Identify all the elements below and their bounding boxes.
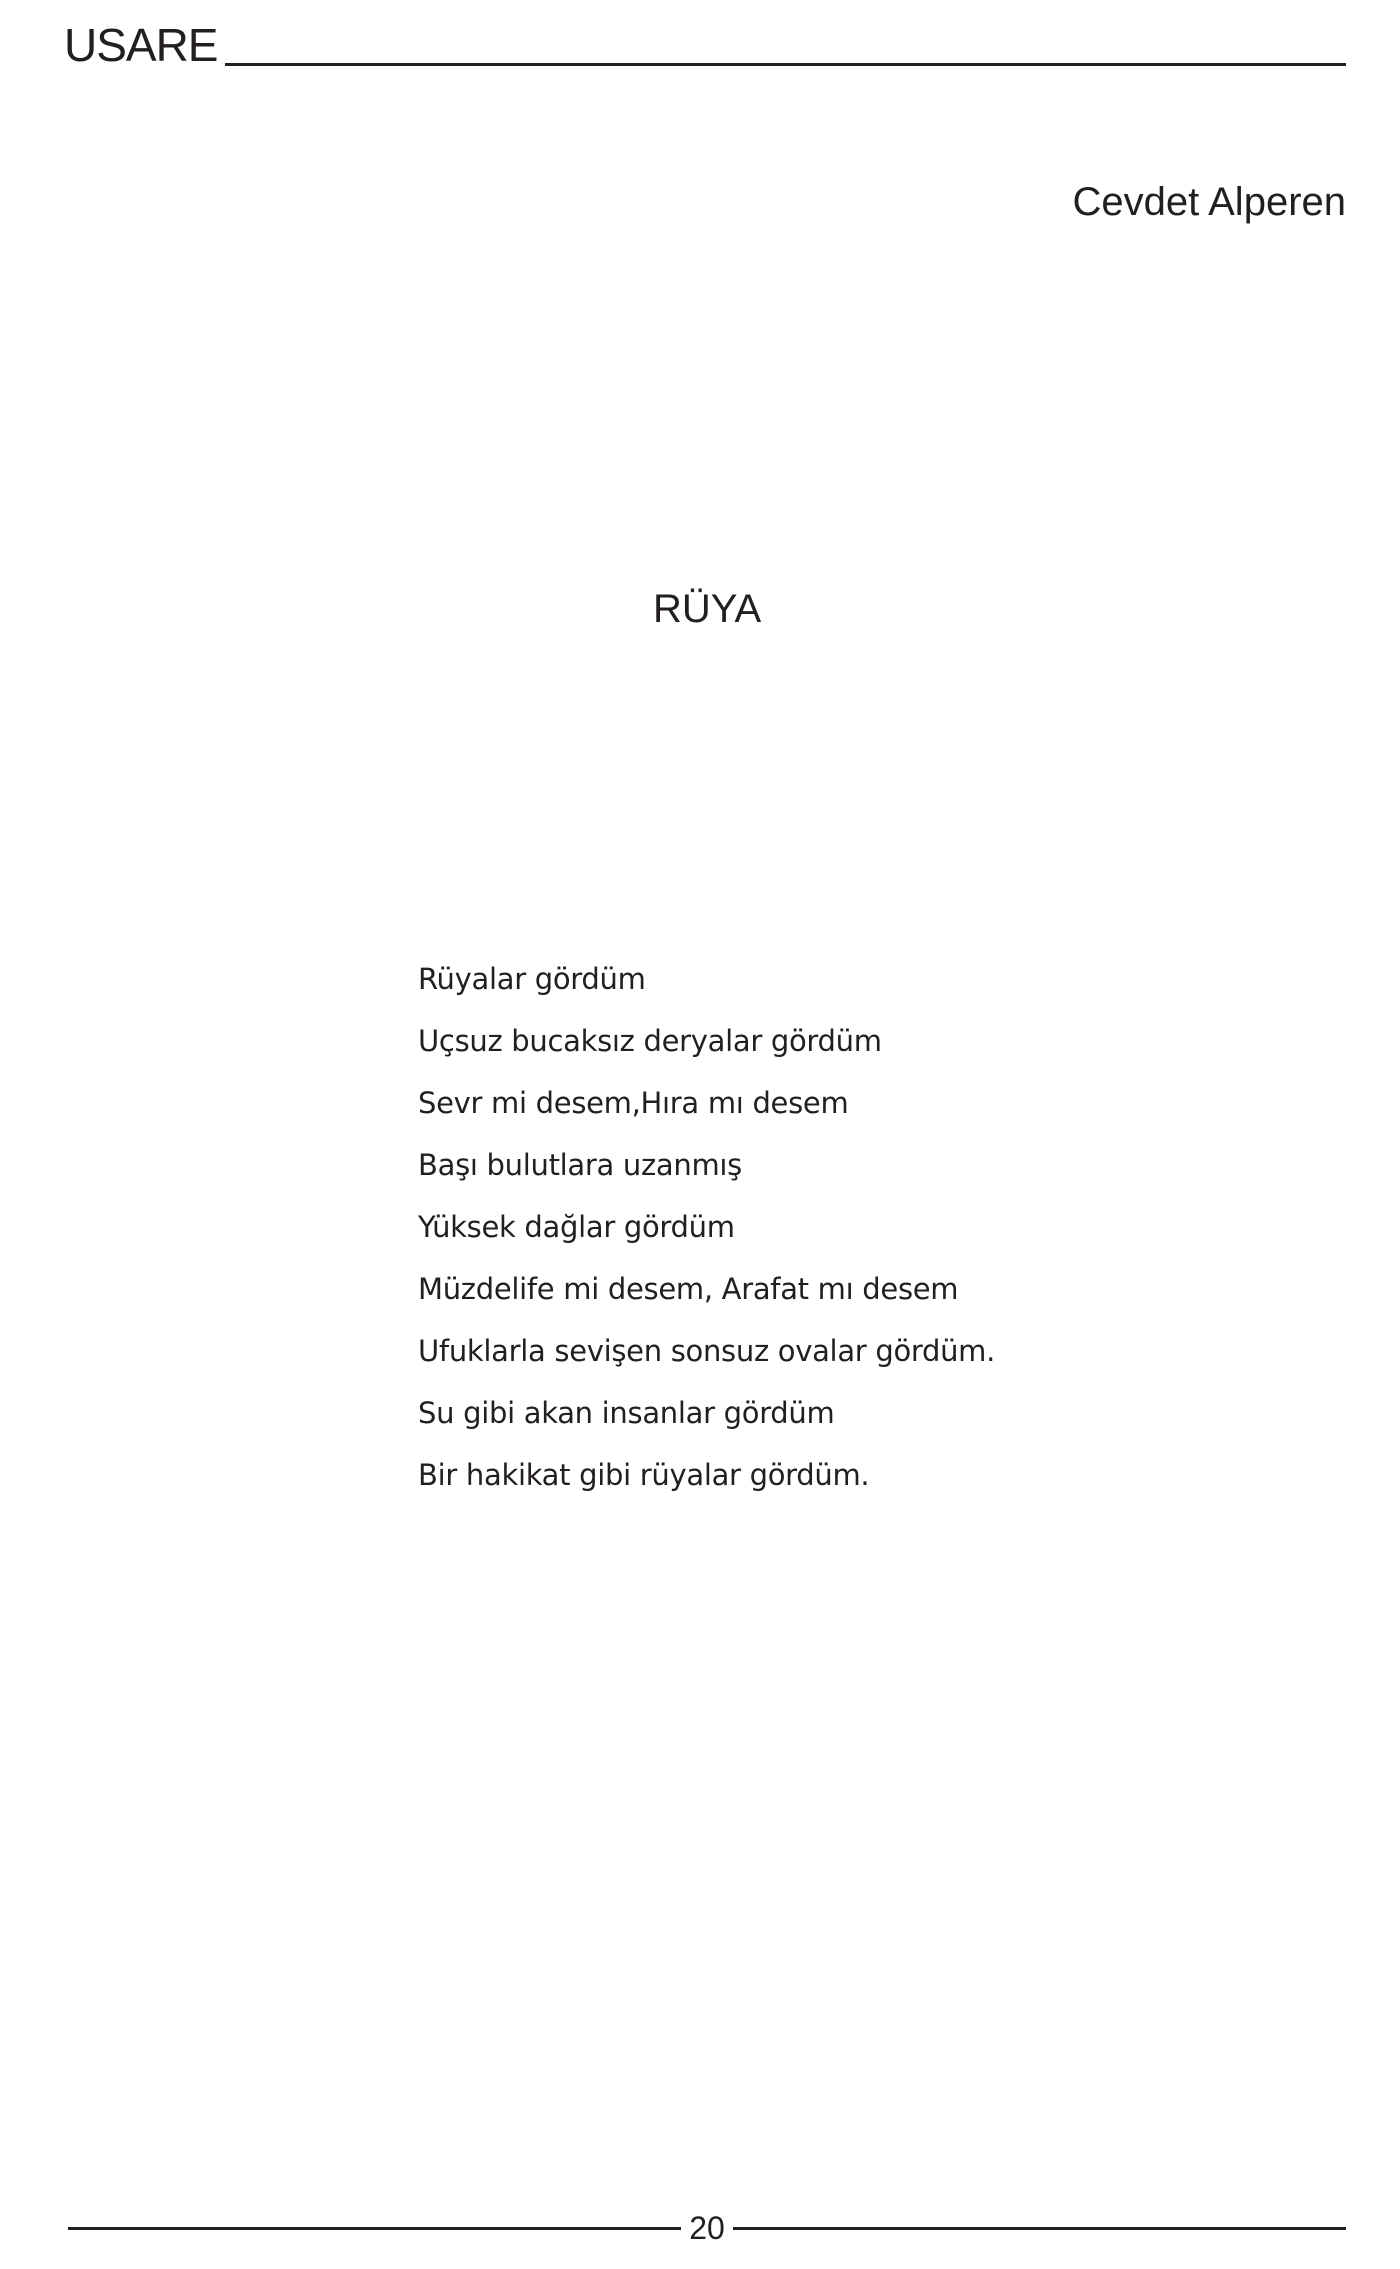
poem-line: Müzdelife mi desem, Arafat mı desem <box>418 1272 959 1306</box>
magazine-title: USARE <box>64 19 218 71</box>
page-footer <box>68 2208 1346 2248</box>
poem-line: Yüksek dağlar gördüm <box>418 1210 735 1244</box>
header-rule <box>225 63 1346 66</box>
poem-line: Bir hakikat gibi rüyalar gördüm. <box>418 1458 870 1492</box>
poem-line: Uçsuz bucaksız deryalar gördüm <box>418 1024 882 1058</box>
poem-title: RÜYA <box>653 587 762 631</box>
poem-line: Sevr mi desem,Hıra mı desem <box>418 1086 849 1120</box>
author-name: Cevdet Alperen <box>1072 180 1346 224</box>
poem-line: Rüyalar gördüm <box>418 962 646 996</box>
footer-rule-right <box>733 2227 1346 2230</box>
poem-line: Başı bulutlara uzanmış <box>418 1148 742 1182</box>
poem-line: Ufuklarla sevişen sonsuz ovalar gördüm. <box>418 1334 996 1368</box>
page-number: 20 <box>689 2210 725 2246</box>
poem-body <box>418 948 995 1506</box>
poem-line: Su gibi akan insanlar gördüm <box>418 1396 835 1430</box>
footer-rule-left <box>68 2227 681 2230</box>
page-header <box>64 18 1346 71</box>
